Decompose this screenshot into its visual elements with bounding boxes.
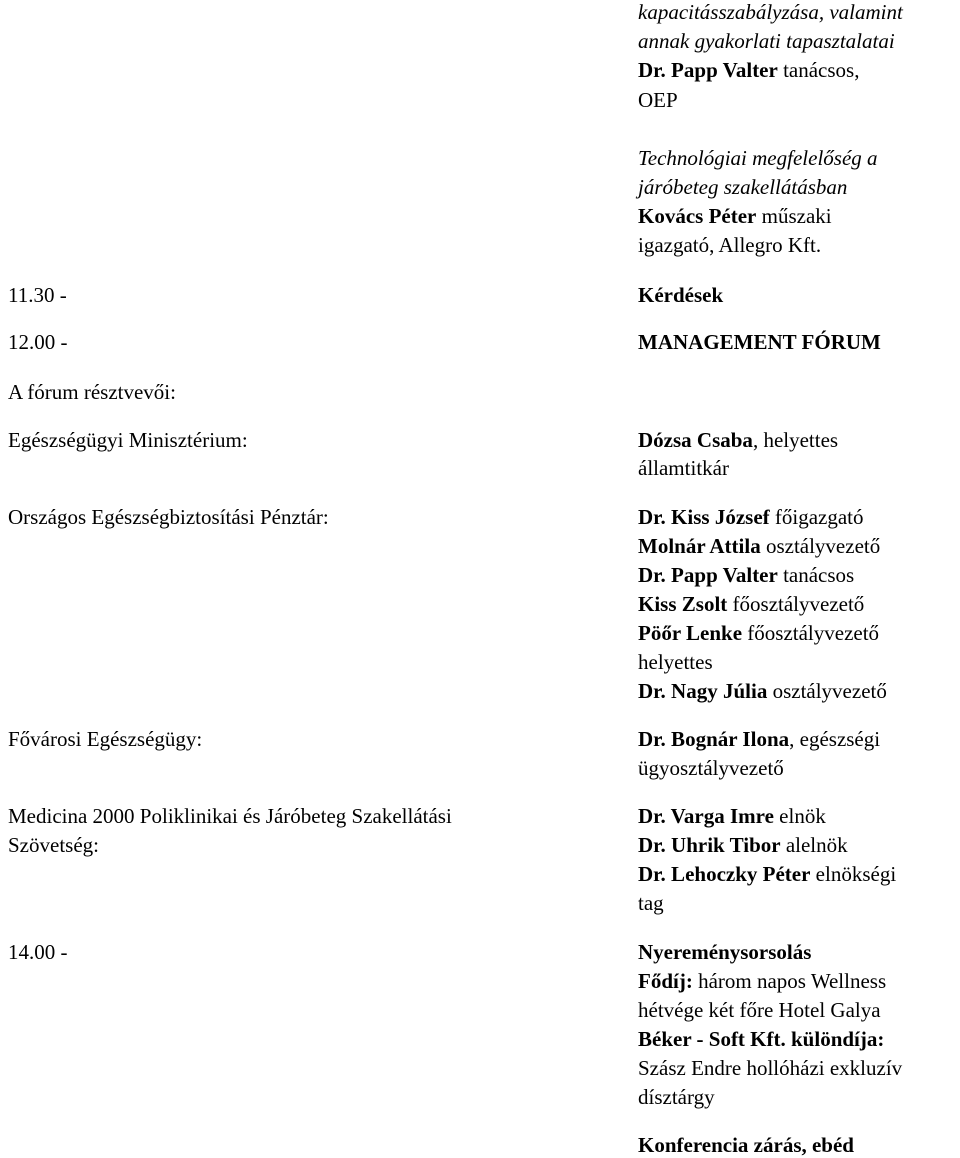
participant-person: Dózsa Csaba, helyettes — [638, 428, 839, 452]
schedule-time: 12.00 - — [8, 330, 68, 354]
speaker-name: Kovács Péter — [638, 204, 757, 228]
speaker-affiliation: OEP — [638, 88, 678, 112]
participant-person: helyettes — [638, 650, 713, 674]
participant-org: Fővárosi Egészségügy: — [8, 727, 203, 751]
participants-heading: A fórum résztvevői: — [8, 380, 176, 404]
participant-person: Dr. Uhrik Tibor alelnök — [638, 833, 848, 857]
participant-org: Szövetség: — [8, 833, 99, 857]
participant-org: Országos Egészségbiztosítási Pénztár: — [8, 505, 329, 529]
closing-line: Konferencia zárás, ebéd — [638, 1133, 854, 1157]
participant-person: államtitkár — [638, 456, 729, 480]
schedule-time: 14.00 - — [8, 940, 68, 964]
schedule-time: 11.30 - — [8, 283, 67, 307]
participant-person: Molnár Attila osztályvezető — [638, 534, 881, 558]
participant-person: Dr. Nagy Júlia osztályvezető — [638, 679, 887, 703]
prize-special-label: Béker - Soft Kft. különdíja: — [638, 1027, 885, 1051]
participant-org: Medicina 2000 Poliklinikai és Járóbeteg Szakellátási — [8, 804, 452, 828]
lecture-title-line: Technológiai megfelelőség a — [638, 146, 878, 170]
lecture-speaker — [638, 204, 832, 228]
schedule-item-title: Kérdések — [638, 283, 724, 307]
speaker-role: műszaki — [756, 204, 832, 228]
schedule-item-title: Nyereménysorsolás — [638, 940, 812, 964]
speaker-affiliation: igazgató, Allegro Kft. — [638, 233, 822, 257]
participant-person: Dr. Varga Imre elnök — [638, 804, 826, 828]
prize-main: Fődíj: három napos Wellness — [638, 969, 887, 993]
participant-person: Dr. Kiss József főigazgató — [638, 505, 864, 529]
lecture-speaker — [638, 58, 859, 82]
prize-special-text: dísztárgy — [638, 1085, 715, 1109]
participant-org: Egészségügyi Minisztérium: — [8, 428, 248, 452]
prize-special-text: Szász Endre hollóházi exkluzív — [638, 1056, 903, 1080]
participant-person: tag — [638, 891, 664, 915]
participant-person: Dr. Papp Valter tanácsos — [638, 563, 855, 587]
speaker-name: Dr. Papp Valter — [638, 58, 778, 82]
speaker-role: tanácsos, — [777, 58, 860, 82]
lecture-title-line: kapacitásszabályzása, valamint — [638, 0, 903, 24]
lecture-title-line: járóbeteg szakellátásban — [638, 175, 848, 199]
participant-person: ügyosztályvezető — [638, 756, 784, 780]
schedule-item-title: MANAGEMENT FÓRUM — [638, 330, 881, 354]
participant-person: Kiss Zsolt főosztályvezető — [638, 592, 865, 616]
prize-main-cont: hétvége két főre Hotel Galya — [638, 998, 881, 1022]
participant-person: Pöőr Lenke főosztályvezető — [638, 621, 880, 645]
participant-person: Dr. Bognár Ilona, egészségi — [638, 727, 881, 751]
lecture-title-line: annak gyakorlati tapasztalatai — [638, 29, 895, 53]
participant-person: Dr. Lehoczky Péter elnökségi — [638, 862, 897, 886]
